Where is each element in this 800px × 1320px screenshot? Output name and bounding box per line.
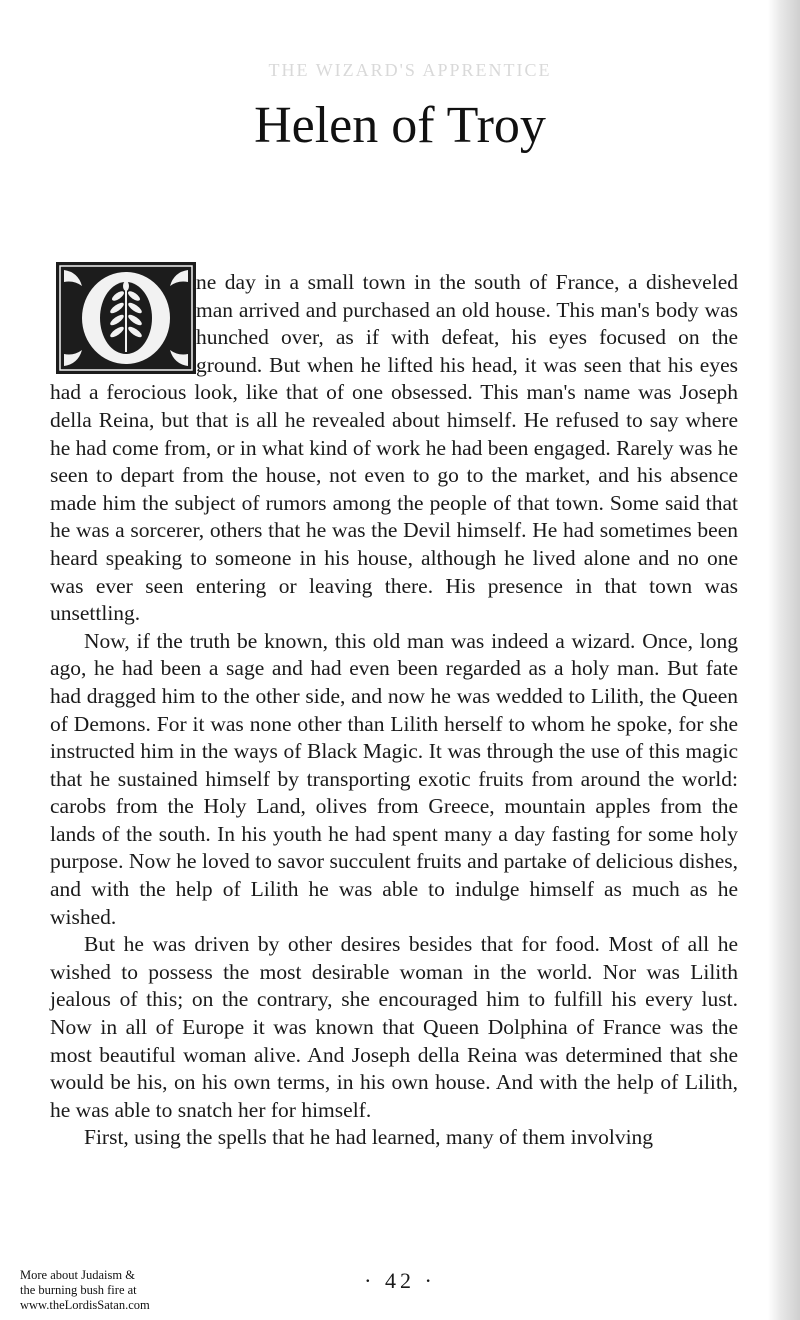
paragraph-1-text: ne day in a small town in the south of France, a disheveled man arrived and purchased an old house. This man's body was hunched over, as if with defeat, his eyes focused on the ground. But when he lifted his head, it was seen that his eyes had a ferocious look, like that of one obsessed. This man's name was Joseph della Reina, but that is all he revealed about himself. He refused to say where he had come from, or in what kind of work he had been engaged. Rarely was he seen to depart from the house, not even to go to the market, and his absence made him the subject of rumors among the people of that town. Some said that he was a sorcerer, others that he was the Devil himself. He had sometimes been heard speaking to someone in his house, although he lived alone and no one was ever seen entering or leaving there. His presence in that town was unsettling. [50, 270, 738, 626]
page-number: · 42 · [364, 1268, 436, 1293]
running-head-showthrough: THE WIZARD'S APPRENTICE [268, 60, 552, 80]
paragraph-4: First, using the spells that he had learned, many of them involving [84, 1125, 654, 1150]
paragraph-2: Now, if the truth be known, this old man was indeed a wizard. Once, long ago, he had been a sage and had even been regarded as a holy man. But fate had dragged him to the other side, and now he was wedded to Lilith, the Queen of Demons. For it was none other than Lilith herself to whom he spoke, for she instructed him in the ways of Black Magic. It was through the use of this magic that he sustained himself by transporting exotic fruits from around the world: carobs from the Holy Land, olives from Greece, mountain apples from the lands of the south. In his youth he had spent many a day fasting for some holy purpose. Now he loved to savor succulent fruits and partake of delicious dishes, and with the help of Lilith he was able to indulge himself as much as he wished. [50, 628, 738, 929]
watermark-url: www.theLordisSatan.com [20, 1298, 150, 1312]
paragraph-3: But he was driven by other desires besides that for food. Most of all he wished to possess the most desirable woman in the world. Nor was Lilith jealous of this; on the contrary, she encouraged him to fulfill his every lust. Now in all of Europe it was known that Queen Dolphina of France was the most beautiful woman alive. And Joseph della Reina was determined that she would be his, on his own terms, in his own house. And with the help of Lilith, he was able to snatch her for himself. [50, 932, 738, 1122]
watermark-line: More about Judaism & [20, 1268, 135, 1282]
chapter-title: Helen of Troy [254, 97, 546, 154]
watermark-line: the burning bush fire at [20, 1283, 137, 1297]
page-edge-shadow [768, 0, 800, 1320]
ornamental-dropcap-o [56, 262, 196, 374]
body-text [50, 269, 738, 1152]
watermark [20, 1268, 190, 1313]
